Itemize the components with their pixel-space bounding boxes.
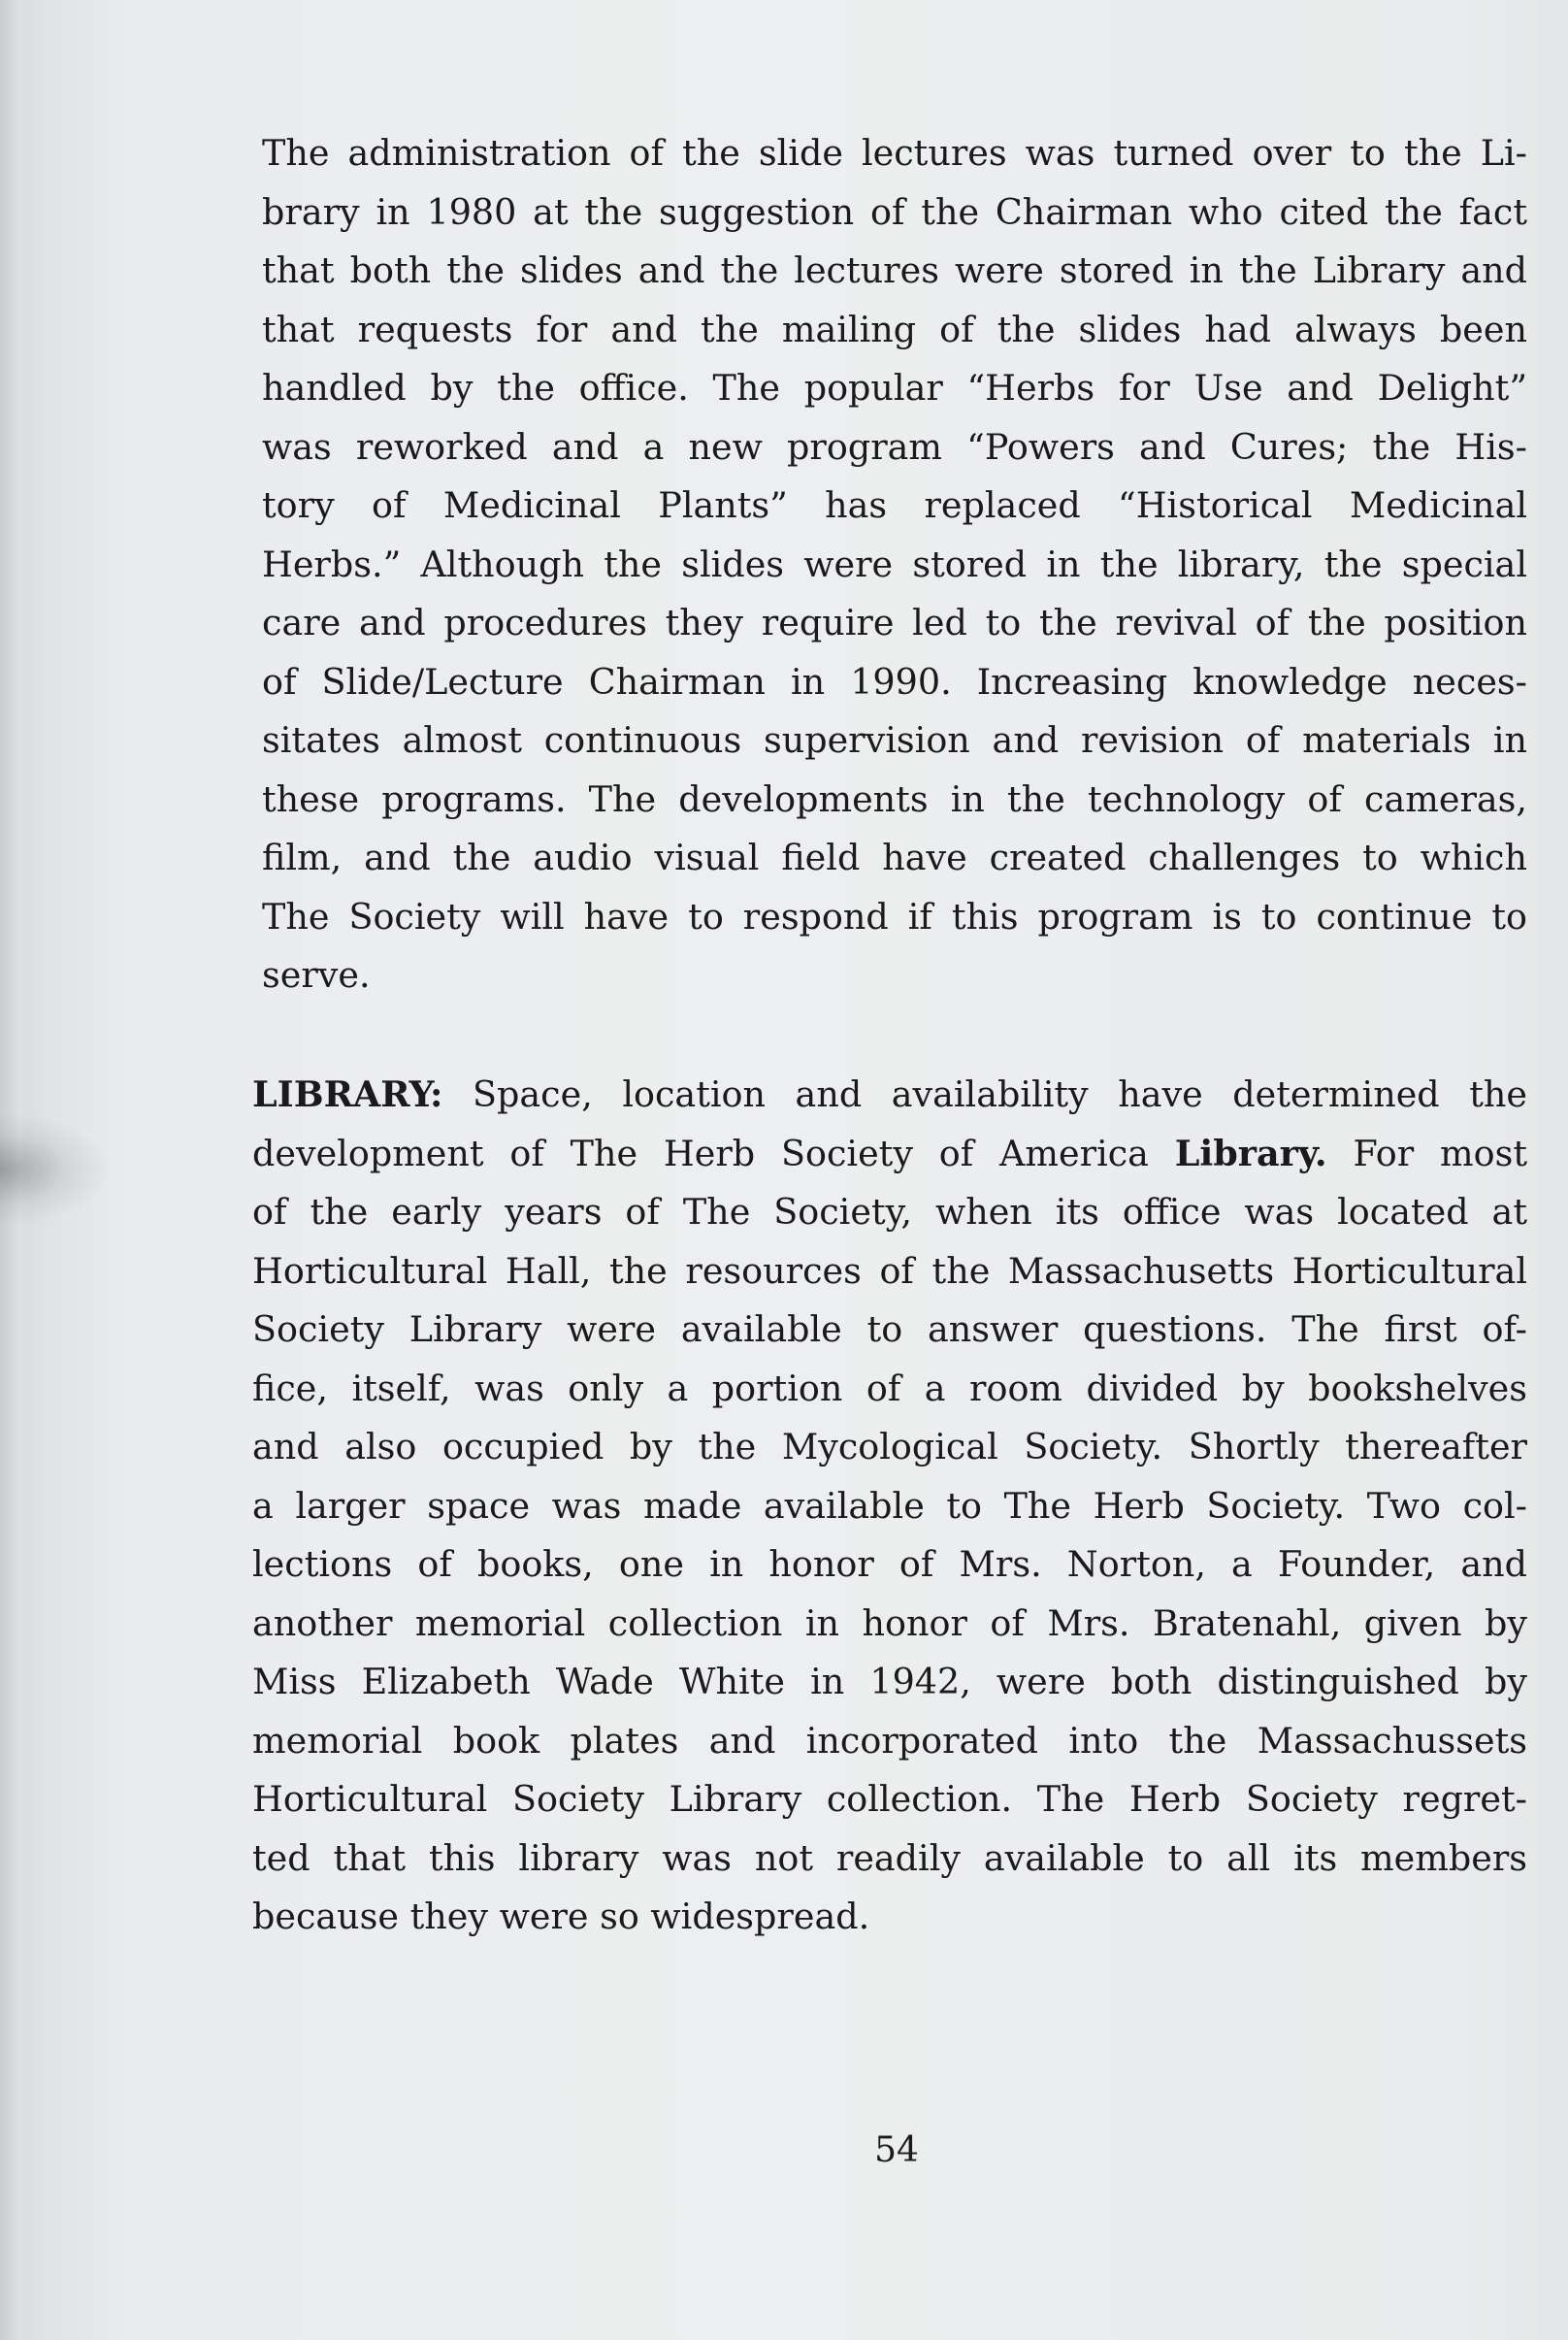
text-line: film, and the audio visual field have created challenges to which	[262, 837, 1527, 878]
text-line: fice, itself, was only a portion of a room divided by bookshelves	[252, 1367, 1527, 1409]
text-line: was reworked and a new program “Powers and Cures; the His-	[262, 425, 1527, 468]
text-line: Horticultural Hall, the resources of the Massachusetts Horticultural	[252, 1249, 1527, 1292]
text-line: care and procedures they require led to the revival of the position	[262, 602, 1527, 643]
text-run: For most	[1326, 1132, 1527, 1174]
text-line	[252, 1125, 1527, 1184]
text-line: handled by the office. The popular “Herbs for Use and Delight”	[262, 367, 1527, 409]
text-line: and also occupied by the Mycological Society. Shortly thereafter	[252, 1426, 1527, 1467]
text-line: lections of books, one in honor of Mrs. Norton, a Founder, and	[252, 1543, 1527, 1585]
text-line: serve.	[262, 954, 371, 996]
text-run: development of The Herb Society of America	[252, 1132, 1175, 1174]
text-line: these programs. The developments in the technology of cameras,	[262, 777, 1527, 820]
text-line: The administration of the slide lectures was turned over to the Li-	[262, 132, 1527, 174]
library-paragraph	[252, 1066, 1527, 1947]
text-line: Herbs.” Although the slides were stored in the library, the special	[262, 543, 1527, 585]
text-run: Space, location and availability have determined the	[442, 1073, 1527, 1115]
thumb-shadow	[0, 1116, 107, 1223]
text-line: Miss Elizabeth Wade White in 1942, were both distinguished by	[252, 1661, 1527, 1702]
library-heading: LIBRARY:	[252, 1073, 443, 1115]
text-line: of Slide/Lecture Chairman in 1990. Increasing knowledge neces-	[262, 660, 1527, 703]
text-line: sitates almost continuous supervision and revision of materials in	[262, 719, 1527, 761]
slide-lectures-paragraph	[262, 124, 1527, 1005]
text-line: a larger space was made available to The Herb Society. Two col-	[252, 1484, 1527, 1527]
text-line: memorial book plates and incorporated into the Massachussets	[252, 1719, 1527, 1762]
text-line: Society Library were available to answer questions. The first of-	[252, 1308, 1527, 1350]
text-line: that requests for and the mailing of the slides had always been	[262, 308, 1527, 350]
text-line: of the early years of The Society, when its office was located at	[252, 1191, 1527, 1233]
text-line: because they were so widespread.	[252, 1895, 870, 1937]
text-line	[252, 1066, 1527, 1125]
text-line: The Society will have to respond if this program is to continue to	[262, 895, 1527, 938]
text-line: another memorial collection in honor of Mrs. Bratenahl, given by	[252, 1601, 1527, 1644]
page-number: 54	[874, 2130, 919, 2170]
text-line: that both the slides and the lectures were stored in the Library and	[262, 249, 1527, 291]
text-line: Horticultural Society Library collection. The Herb Society regret-	[252, 1778, 1527, 1820]
text-line: ted that this library was not readily available to all its members	[252, 1836, 1527, 1879]
library-bold-word: Library.	[1174, 1132, 1327, 1174]
text-line: tory of Medicinal Plants” has replaced “Historical Medicinal	[262, 484, 1527, 526]
text-line: brary in 1980 at the suggestion of the Chairman who cited the fact	[262, 190, 1527, 233]
